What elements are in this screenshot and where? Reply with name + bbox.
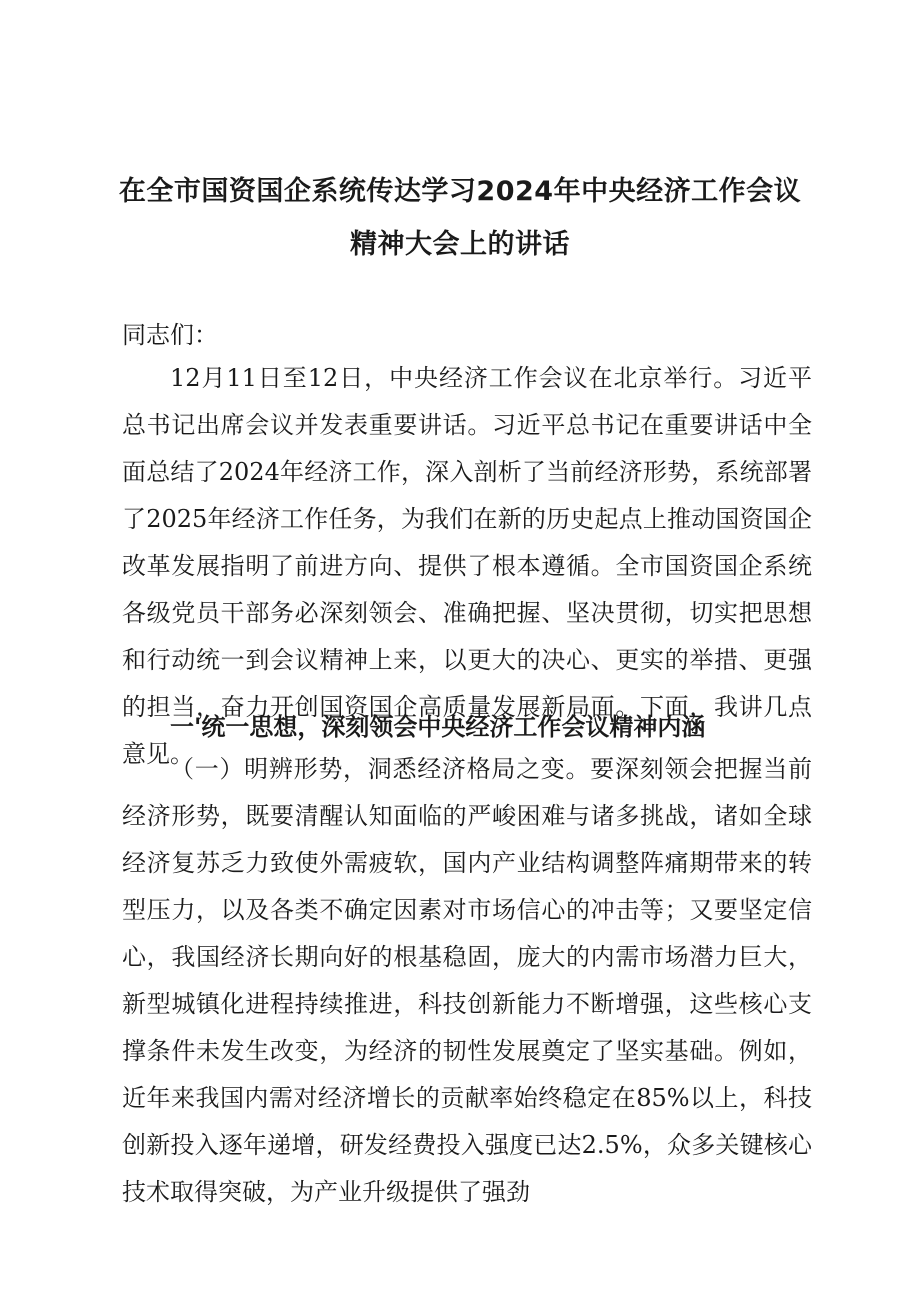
document-title-line-2: 精神大会上的讲话 <box>350 229 570 260</box>
paragraph-intro: 12月11日至12日，中央经济工作会议在北京举行。习近平总书记出席会议并发表重要讲话。习近平总书记在重要讲话中全面总结了2024年经济工作，深入剖析了当前经济形势，系统部署了2025年经济工作任务，为我们在新的历史起点上推动国资国企改革发展指明了前进方向、提供了根本遵循。全市国资国企系统各级党员干部务必深刻领会、准确把握、坚决贯彻，切实把思想和行动统一到会议精神上来，以更大的决心、更实的举措、更强的担当，奋力开创国资国企高质量发展新局面。下面，我讲几点意见。 <box>122 364 812 768</box>
section-heading-1: 一'统一思想，深刻领会中央经济工作会议精神内涵 <box>170 713 706 741</box>
paragraph-section-1-1: （一）明辨形势，洞悉经济格局之变。要深刻领会把握当前经济形势，既要清醒认知面临的严峻困难与诸多挑战，诸如全球经济复苏乏力致使外需疲软，国内产业结构调整阵痛期带来的转型压力，以及各类不确定因素对市场信心的冲击等；又要坚定信心，我国经济长期向好的根基稳固，庞大的内需市场潜力巨大，新型城镇化进程持续推进，科技创新能力不断增强，这些核心支撑条件未发生改变，为经济的韧性发展奠定了坚实基础。例如，近年来我国内需对经济增长的贡献率始终稳定在85%以上，科技创新投入逐年递增，研发经费投入强度已达2.5%，众多关键核心技术取得突破，为产业升级提供了强劲 <box>122 755 812 1206</box>
salutation: 同志们： <box>122 321 218 349</box>
document-title-line-1: 在全市国资国企系统传达学习2024年中央经济工作会议 <box>118 176 802 207</box>
